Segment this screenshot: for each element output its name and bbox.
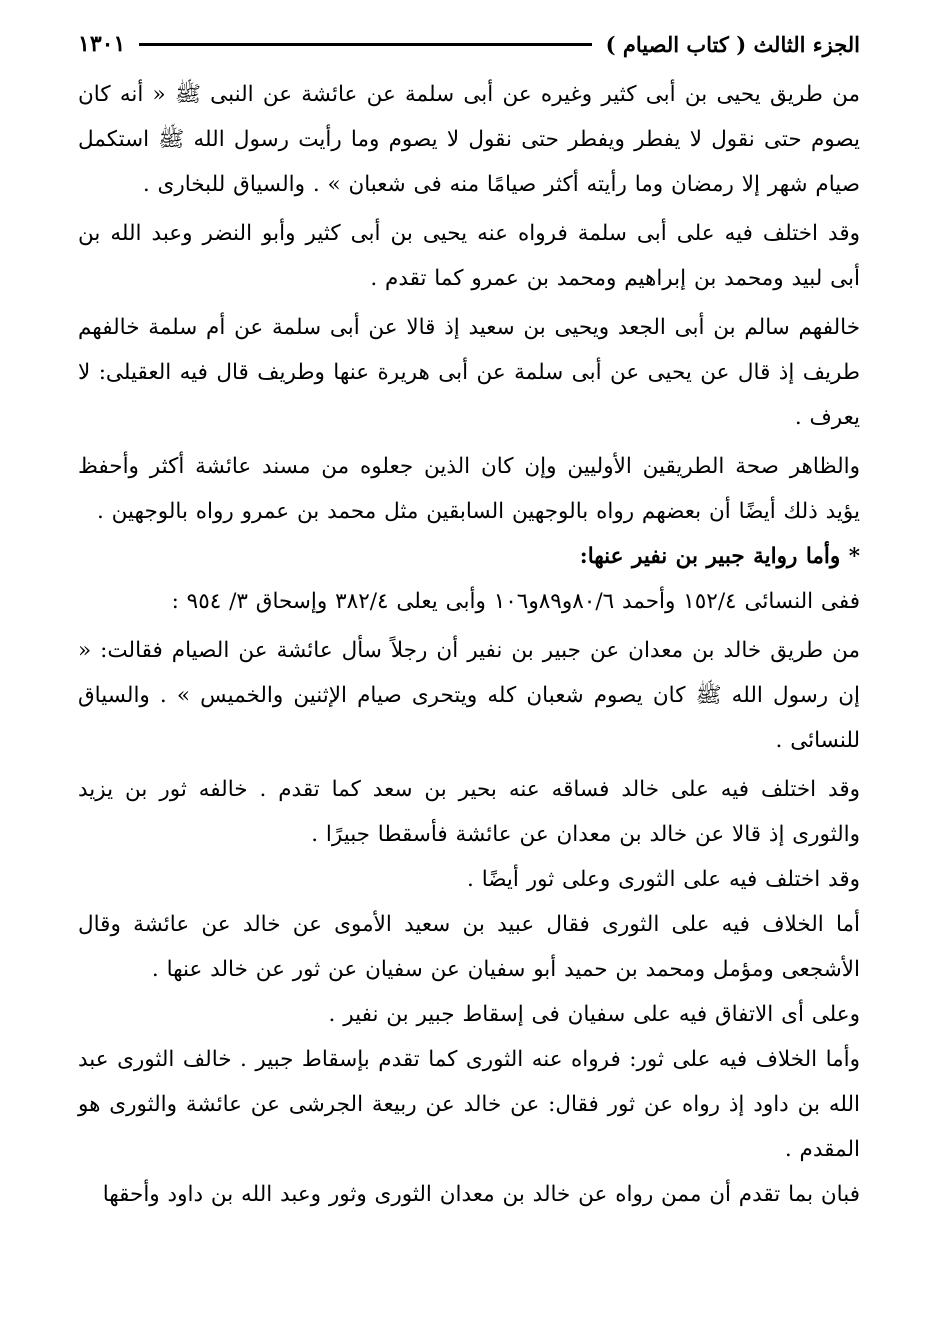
paragraph: والظاهر صحة الطريقين الأوليين وإن كان الذين جعلوه من مسند عائشة أكثر وأحفظ يؤيد ذلك أيضًا أن بعضهم رواه بالوجهين السابقين مثل محمد بن عمرو رواه بالوجهين . (78, 454, 860, 524)
paragraph: من طريق خالد بن معدان عن جبير بن نفير أن رجلاً سأل عائشة عن الصيام فقالت: « إن رسول الله ﷺ كان يصوم شعبان كله ويتحرى صيام الإثنين والخميس » . والسياق للنسائى . (78, 638, 860, 753)
header-rule (139, 43, 591, 46)
paragraph: وقد اختلف فيه على خالد فساقه عنه بحير بن سعد كما تقدم . خالفه ثور بن يزيد والثورى إذ قالا عن خالد بن معدان عن عائشة فأسقطا جبيرًا . (78, 777, 860, 847)
paragraph: وقد اختلف فيه على الثورى وعلى ثور أيضًا . (467, 867, 860, 892)
section-heading: * وأما رواية جبير بن نفير عنها: (579, 544, 860, 569)
paragraph: خالفهم سالم بن أبى الجعد ويحيى بن سعيد إذ قالا عن أبى سلمة عن أم سلمة خالفهم طريف إذ قال عن يحيى عن أبى سلمة عن أبى هريرة عنها وطريف قال فيه العقيلى: لا يعرف . (78, 315, 860, 430)
paragraph: وعلى أى الاتفاق فيه على سفيان فى إسقاط جبير بن نفير . (328, 1002, 860, 1027)
running-title: الجزء الثالث ( كتاب الصيام ) (605, 31, 860, 57)
body-text (78, 72, 860, 1217)
paragraph: أما الخلاف فيه على الثورى فقال عبيد بن سعيد الأموى عن خالد عن عائشة وقال الأشجعى ومؤمل ومحمد بن حميد أبو سفيان عن سفيان عن ثور عن خالد عنها . (78, 912, 860, 982)
paragraph: ففى النسائى ١٥٢/٤ وأحمد ٨٠/٦و٨٩و١٠٦ وأبى يعلى ٣٨٢/٤ وإسحاق ٣/ ٩٥٤ : (171, 589, 860, 614)
paragraph: وأما الخلاف فيه على ثور: فرواه عنه الثورى كما تقدم بإسقاط جبير . خالف الثورى عبد الله بن داود إذ رواه عن ثور فقال: عن خالد عن ربيعة الجرشى عن عائشة والثورى هو المقدم . (78, 1047, 860, 1162)
book-page (78, 26, 860, 1217)
page-number: ١٣٠١ (78, 31, 126, 57)
paragraph: وقد اختلف فيه على أبى سلمة فرواه عنه يحيى بن أبى كثير وأبو النضر وعبد الله بن أبى لبيد ومحمد بن إبراهيم ومحمد بن عمرو كما تقدم . (78, 221, 860, 291)
paragraph: من طريق يحيى بن أبى كثير وغيره عن أبى سلمة عن عائشة عن النبى ﷺ « أنه كان يصوم حتى نقول لا يفطر ويفطر حتى نقول لا يصوم وما رأيت رسول الله ﷺ استكمل صيام شهر إلا رمضان وما رأيته أكثر صيامًا منه فى شعبان » . والسياق للبخارى . (78, 82, 860, 197)
page-header (78, 26, 860, 62)
paragraph: فبان بما تقدم أن ممن رواه عن خالد بن معدان الثورى وثور وعبد الله بن داود وأحقها (102, 1182, 860, 1207)
